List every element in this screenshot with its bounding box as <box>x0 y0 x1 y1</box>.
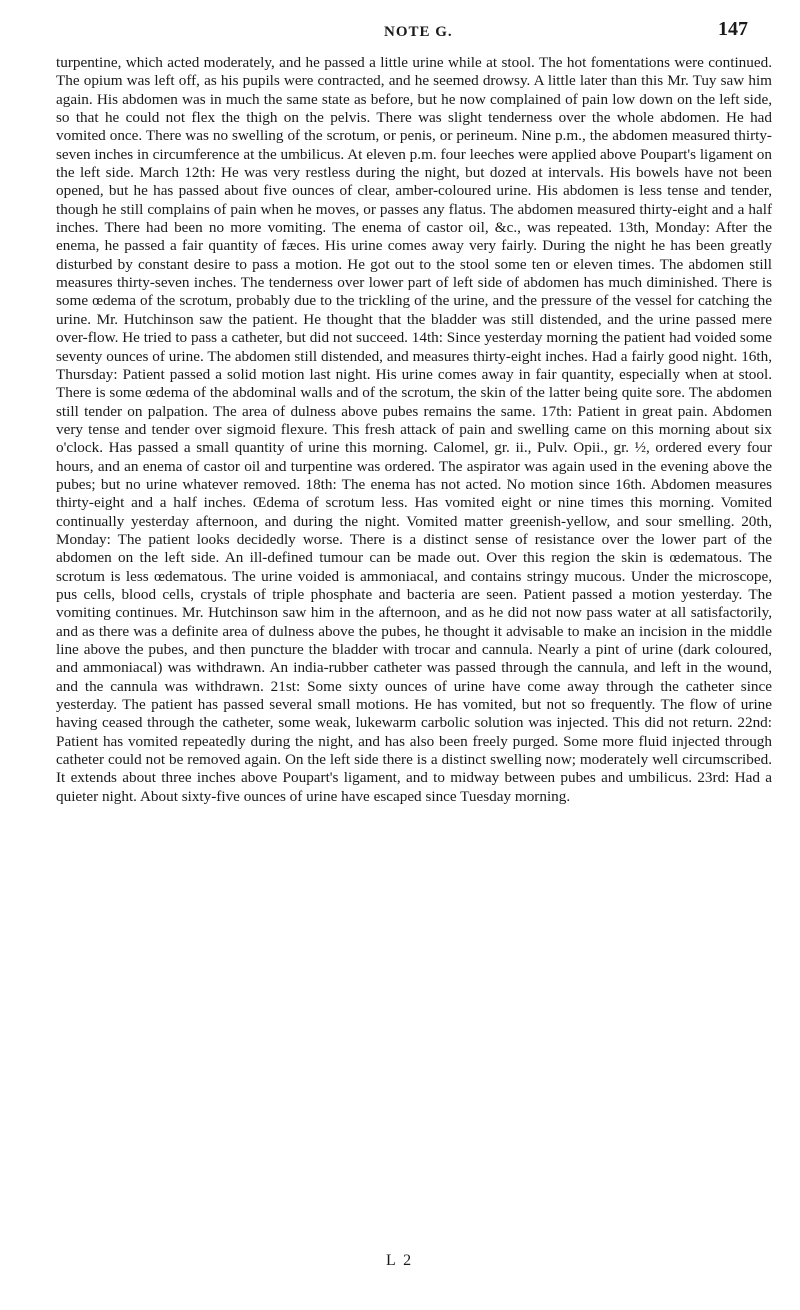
running-head <box>0 14 800 44</box>
signature-mark: L 2 <box>386 1252 414 1269</box>
running-head-title: NOTE G. <box>384 24 453 40</box>
page-number: 147 <box>718 18 748 40</box>
body-paragraph: turpentine, which acted moderately, and he passed a little urine while at stool. The hot fomentations were continued. The opium was left off, as his pupils were contracted, and he seemed drowsy. A little later than this Mr. Tuy saw him again. His abdomen was in much the same state as before, but he now complained of pain low down on the left side, so that he could not flex the thigh on the pelvis. There was slight tenderness over the whole abdomen. He had vomited once. There was no swelling of the scrotum, or penis, or perineum. Nine p.m., the abdomen measured thirty-seven inches in circumference at the umbilicus. At eleven p.m. four leeches were applied above Poupart's ligament on the left side. March 12th: He was very restless during the night, but dozed at intervals. His bowels have not been opened, but he has passed about five ounces of clear, amber-coloured urine. His abdomen is less tense and tender, though he still complains of pain when he moves, or passes any flatus. The abdomen measured thirty-eight and a half inches. There had been no more vomiting. The enema of castor oil, &c., was repeated. 13th, Monday: After the enema, he passed a fair quantity of fæces. His urine comes away very fairly. During the night he has been greatly disturbed by constant desire to pass a motion. He got out to the stool some ten or eleven times. The abdomen still measures thirty-seven inches. The tenderness over lower part of left side of abdomen has much diminished. There is some œdema of the scrotum, probably due to the trickling of the urine, and the pressure of the vessel for catching the urine. Mr. Hutchinson saw the patient. He thought that the bladder was still distended, and the urine passed mere over-flow. He tried to pass a catheter, but did not succeed. 14th: Since yesterday morning the patient had voided some seventy ounces of urine. The abdomen still distended, and measures thirty-eight inches. Had a fairly good night. 16th, Thursday: Patient passed a solid motion last night. His urine comes away in fair quantity, especially when at stool. There is some œdema of the abdominal walls and of the scrotum, the skin of the latter being quite sore. The abdomen still tender on palpation. The area of dulness above pubes remains the same. 17th: Patient in great pain. Abdomen very tense and tender over sigmoid flexure. This fresh attack of pain and swelling came on this morning about six o'clock. Has passed a small quantity of urine this morning. Calomel, gr. ii., Pulv. Opii., gr. ½, ordered every four hours, and an enema of castor oil and turpentine was ordered. The aspirator was again used in the evening above the pubes; but no urine whatever removed. 18th: The enema has not acted. No motion since 16th. Abdomen measures thirty-eight and a half inches. Œdema of scrotum less. Has vomited eight or nine times this morning. Vomited continually yesterday afternoon, and during the night. Vomited matter greenish-yellow, and sour smelling. 20th, Monday: The patient looks decidedly worse. There is a distinct sense of resistance over the lower part of the abdomen on the left side. An ill-defined tumour can be made out. Over this region the skin is œdematous. The scrotum is less œdematous. The urine voided is ammoniacal, and contains stringy mucous. Under the microscope, pus cells, blood cells, crystals of triple phosphate and bacteria are seen. Patient passed a motion yesterday. The vomiting continues. Mr. Hutchinson saw him in the afternoon, and as he did not now pass water at all satisfactorily, and as there was a definite area of dulness above the pubes, he thought it advisable to make an incision in the middle line above the pubes, and then puncture the bladder with trocar and cannula. Nearly a pint of urine (dark coloured, and ammoniacal) was withdrawn. An india-rubber catheter was passed through the cannula, and left in the wound, and the cannula was withdrawn. 21st: Some sixty ounces of urine have come away through the catheter since yesterday. The patient has passed several small motions. He has vomited, but not so frequently. The flow of urine having ceased through the catheter, some weak, lukewarm carbolic solution was injected. This did not return. 22nd: Patient has vomited repeatedly during the night, and has also been freely purged. Some more fluid injected through catheter could not be removed again. On the left side there is a distinct swelling now; moderately well circumscribed. It extends about three inches above Poupart's ligament, and to midway between pubes and umbilicus. 23rd: Had a quieter night. About sixty-five ounces of urine have escaped since Tuesday morning. <box>56 54 772 805</box>
